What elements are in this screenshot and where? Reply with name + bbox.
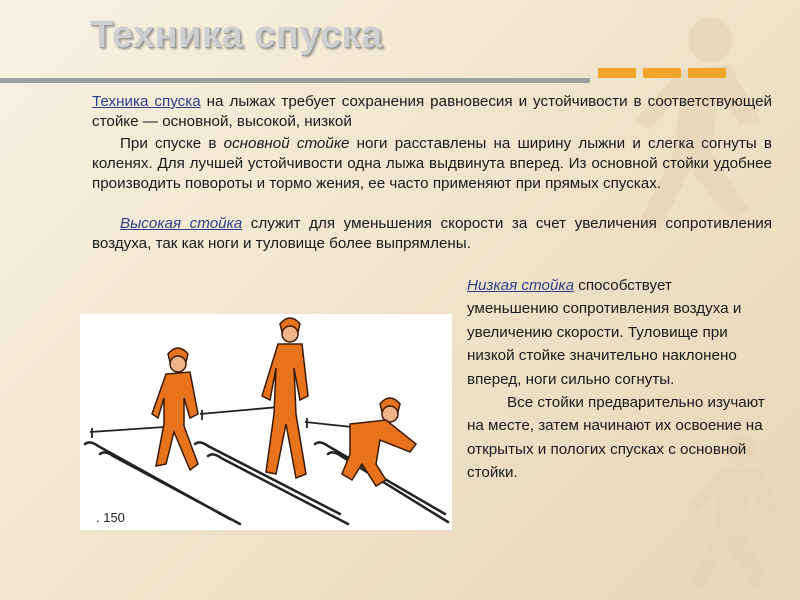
title-underline xyxy=(0,78,590,83)
basic-stance-paragraph xyxy=(92,134,772,194)
high-stance-paragraph xyxy=(92,214,772,254)
intro-text: на лыжах требует сохранения равновесия и устойчивости в соответствующей стойке — основной, высокой, низкой xyxy=(92,93,772,130)
high-stance-link[interactable]: Высокая стойка xyxy=(120,215,243,232)
accent-block xyxy=(643,68,681,78)
basic-stance-term: основной стойке xyxy=(223,135,350,152)
low-stance-link[interactable]: Низкая стойка xyxy=(467,277,575,294)
low-stance-text: способствует уменьшению сопротивления воздуха и увеличению скорости. Туловище при низкой стойке значительно наклонено вперед, ноги сильно согнуты. xyxy=(467,277,742,388)
p3-rest: служит для уменьшения скорости за счет увеличения сопротивления воздуха, так как ноги и туловище более выпрямлены. xyxy=(92,215,772,252)
intro-paragraph xyxy=(92,92,772,132)
low-stance-paragraph xyxy=(467,274,767,485)
skiers-figure xyxy=(80,314,452,530)
p2-rest: ноги расставлены на ширину лыжни и слегка согнуты в коленях. Для лучшей устойчивости одна лыжа выдвинута вперед. Из основной стойки удобнее производить повороты и тормо жения, ее часто применяют при прямых спусках. xyxy=(92,135,772,192)
p2-start: При спуске в xyxy=(120,135,224,152)
technique-link[interactable]: Техника спуска xyxy=(92,93,201,110)
skiers-illustration-icon xyxy=(80,314,452,530)
accent-block xyxy=(688,68,726,78)
page-title: Техника спуска xyxy=(90,14,383,56)
figure-caption: . 150 xyxy=(96,510,125,525)
practice-text: Все стойки предварительно изучают на месте, затем начинают их освоение на открытых и пологих спусках с основной стойки. xyxy=(467,394,765,482)
accent-block xyxy=(598,68,636,78)
